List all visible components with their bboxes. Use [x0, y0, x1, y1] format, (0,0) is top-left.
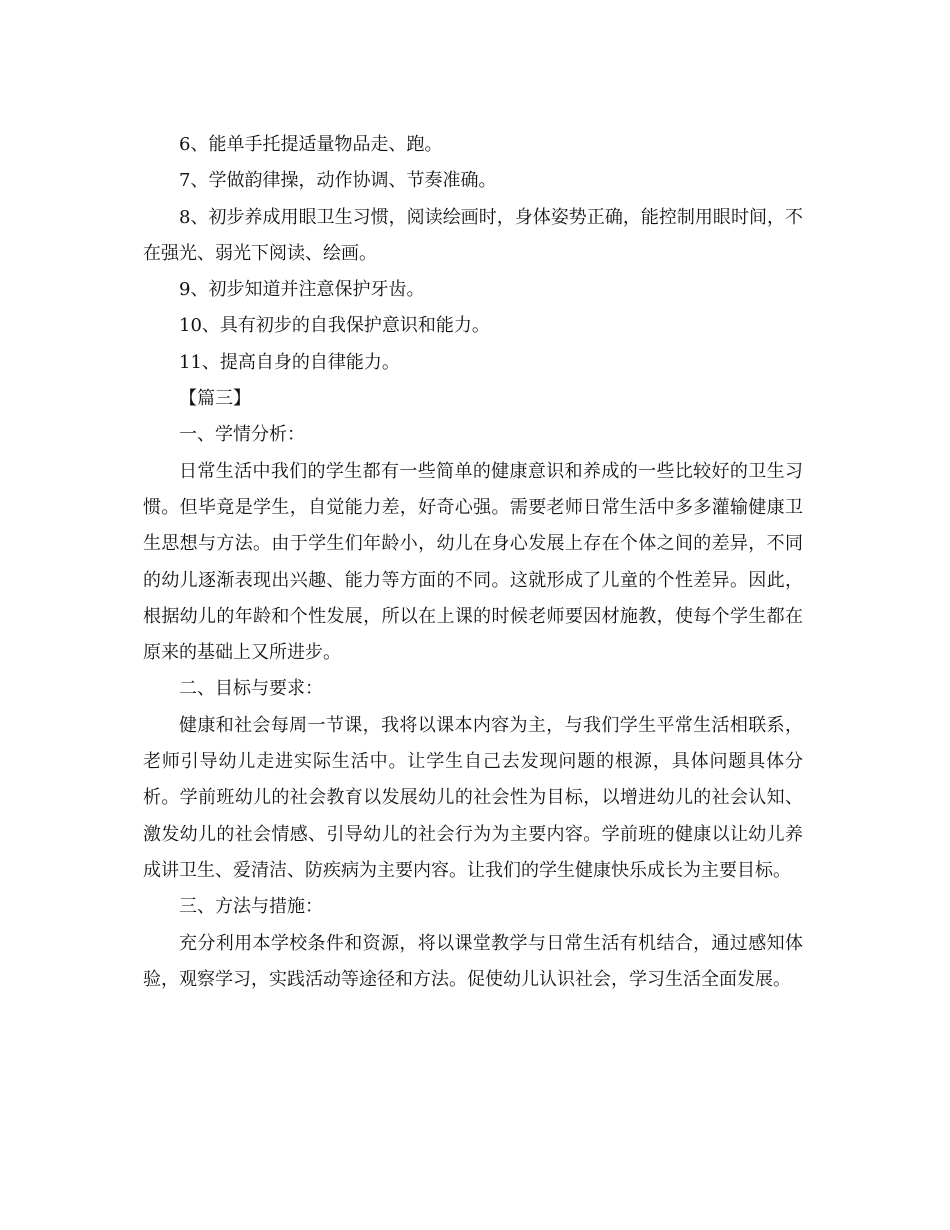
- paragraph-methods-measures: 充分利用本学校条件和资源，将以课堂教学与日常生活有机结合，通过感知体验，观察学习，实践活动等途径和方法。促使幼儿认识社会，学习生活全面发展。: [143, 932, 803, 990]
- paragraph-learning-analysis: 日常生活中我们的学生都有一些简单的健康意识和养成的一些比较好的卫生习惯。但毕竟是学生，自觉能力差，好奇心强。需要老师日常生活中多多灌输健康卫生思想与方法。由于学生们年龄小，幼儿在身心发展上存在个体之间的差异，不同的幼儿逐渐表现出兴趣、能力等方面的不同。这就形成了儿童的个性差异。因此，根据幼儿的年龄和个性发展，所以在上课的时候老师要因材施教，使每个学生都在原来的基础上又所进步。: [143, 460, 803, 664]
- heading-methods-measures: 三、方法与措施：: [179, 896, 323, 918]
- paragraph-item-9: 9、初步知道并注意保护牙齿。: [179, 279, 425, 301]
- paragraph-item-8: 8、初步养成用眼卫生习惯，阅读绘画时，身体姿势正确，能控制用眼时间，不在强光、弱光下阅读、绘画。: [143, 206, 803, 264]
- document-body: [143, 127, 803, 998]
- paragraph-item-6: 6、能单手托提适量物品走、跑。: [179, 134, 443, 155]
- paragraph-item-10: 10、具有初步的自我保护意识和能力。: [179, 315, 490, 337]
- heading-goals-requirements: 二、目标与要求：: [179, 678, 323, 700]
- paragraph-goals-requirements: 健康和社会每周一节课，我将以课本内容为主，与我们学生平常生活相联系，老师引导幼儿走进实际生活中。让学生自己去发现问题的根源，具体问题具体分析。学前班幼儿的社会教育以发展幼儿的社会性为目标，以增进幼儿的社会认知、激发幼儿的社会情感、引导幼儿的社会行为为主要内容。学前班的健康以让幼儿养成讲卫生、爱清洁、防疾病为主要内容。让我们的学生健康快乐成长为主要目标。: [143, 714, 803, 881]
- paragraph-item-11: 11、提高自身的自律能力。: [179, 351, 400, 373]
- section-heading-part-three: 【篇三】: [179, 388, 251, 410]
- heading-learning-analysis: 一、学情分析：: [179, 424, 305, 446]
- paragraph-item-7: 7、学做韵律操，动作协调、节奏准确。: [179, 170, 497, 192]
